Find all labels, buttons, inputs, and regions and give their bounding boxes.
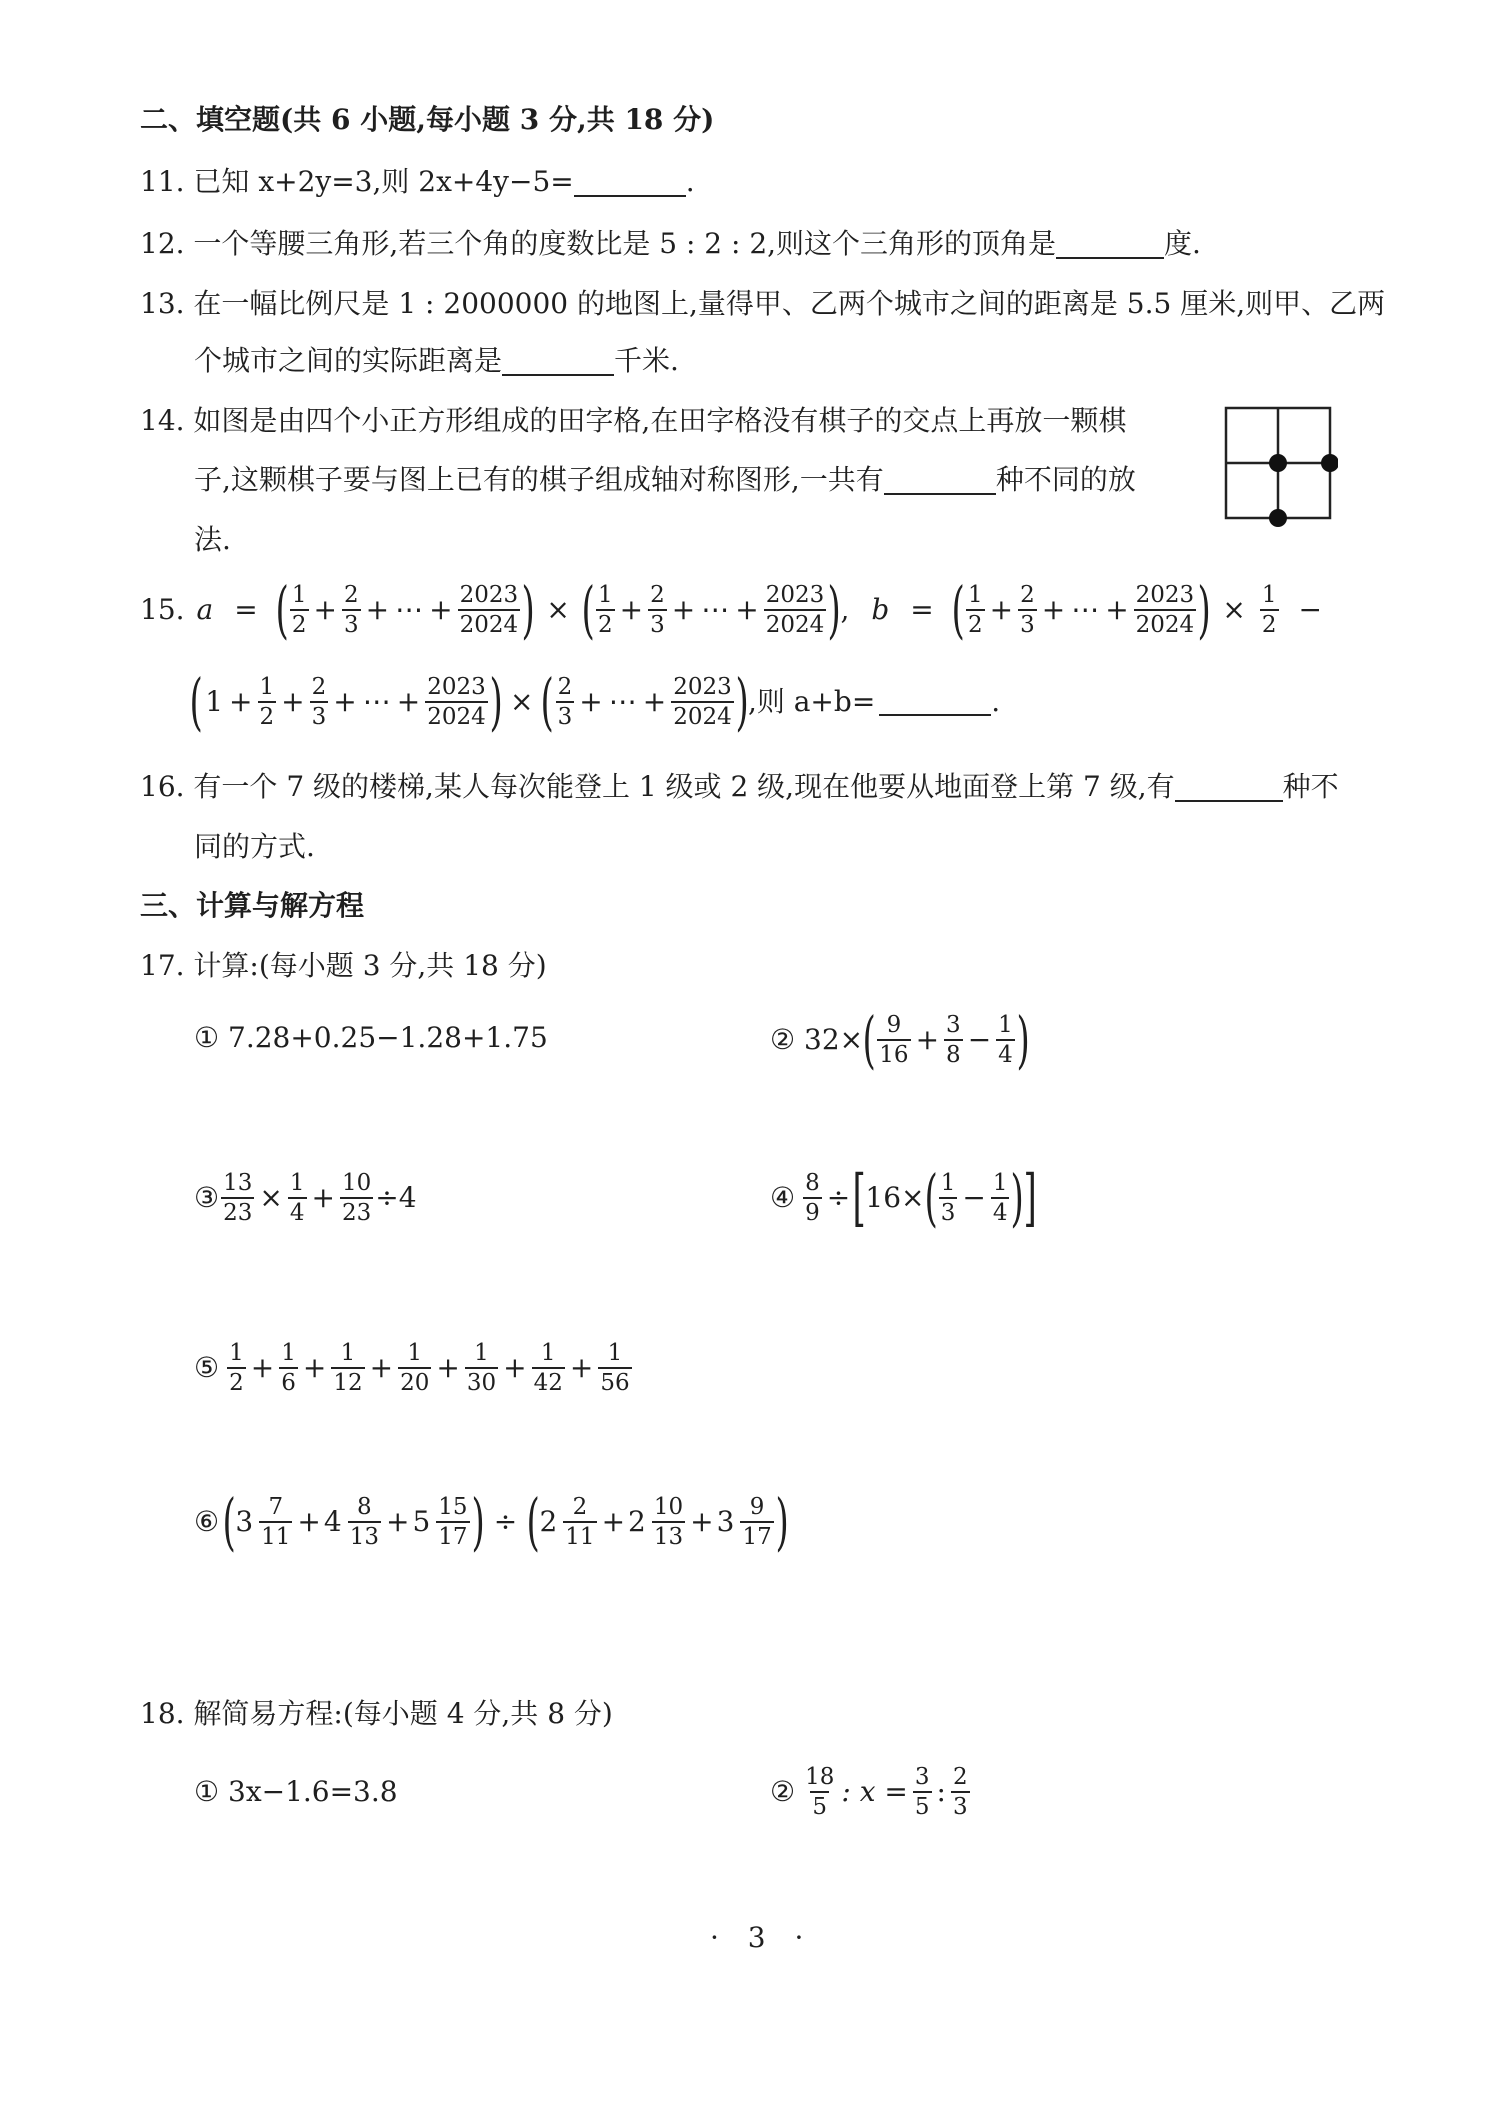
q17-problem-3 (194, 1160, 417, 1236)
q15-paren-close-4: ) (489, 665, 503, 738)
fraction: $\frac{2}{11}$ (565, 1493, 595, 1550)
fraction: $\frac{9}{17}$ (742, 1493, 772, 1550)
q16-suffix: 种不 (1282, 770, 1339, 803)
fraction: $\frac{3}{5}$ (914, 1763, 930, 1820)
q15-frac-2-3: $\frac{2}{3}$ (650, 581, 665, 638)
q14-answer-blank (884, 467, 996, 495)
fraction: $\frac{1}{30}$ (466, 1339, 497, 1396)
fraction: $\frac{1}{6}$ (281, 1339, 296, 1396)
ratio-colon: : (936, 1775, 946, 1808)
chess-piece-bottom (1269, 509, 1287, 527)
q17-problem-4 (770, 1160, 1036, 1236)
divide-sign: ÷ (826, 1181, 851, 1214)
q15-comma: , (840, 593, 850, 626)
q15-frac-1-2: $\frac{1}{2}$ (259, 673, 275, 730)
plus-sign: + (601, 1505, 626, 1538)
q15-eq-a: = (234, 593, 258, 626)
q15-plus: + (365, 593, 390, 626)
q15-dots: ⋯ (701, 593, 730, 626)
q12-suffix: 度. (1164, 227, 1201, 260)
question-15-line2 (190, 664, 1000, 740)
q15-plus: + (671, 593, 696, 626)
fraction: $\frac{8}{13}$ (349, 1493, 379, 1550)
q15-frac-2023-2024: $\frac{2023}{2024}$ (673, 673, 732, 730)
q16-answer-blank (1175, 774, 1283, 802)
mixed-whole: 5 (412, 1505, 431, 1538)
plus-sign: + (302, 1351, 327, 1384)
q17-p4-label: ④ (770, 1181, 796, 1214)
q15-times: × (546, 593, 570, 626)
q15-paren-close-1: ) (521, 573, 535, 646)
q13-answer-blank (502, 348, 614, 376)
q15-end: . (991, 685, 1001, 718)
q17-problem-5 (194, 1330, 634, 1406)
times-sign: × (259, 1181, 283, 1214)
q15-tail-text: ,则 a+b= (747, 685, 876, 718)
plus-sign: + (311, 1181, 335, 1214)
question-14-line3: 法. (194, 523, 231, 556)
q15-frac-2-3: $\frac{2}{3}$ (1020, 581, 1035, 638)
plus-sign: + (250, 1351, 275, 1384)
q15-plus: + (619, 593, 644, 626)
q15-frac-1-2: $\frac{1}{2}$ (967, 581, 983, 638)
fraction: $\frac{1}{56}$ (600, 1339, 630, 1396)
minus-sign: − (962, 1181, 986, 1214)
fraction: $\frac{1}{4}$ (992, 1169, 1008, 1226)
q15-paren-close-3: ) (1197, 573, 1211, 646)
q12-text: 12. 一个等腰三角形,若三个角的度数比是 5 : 2 : 2,则这个三角形的顶角是 (140, 227, 1057, 260)
q15-dots: ⋯ (1071, 593, 1100, 626)
fraction: $\frac{7}{11}$ (261, 1493, 291, 1550)
q15-dots: ⋯ (395, 593, 424, 626)
q15-plus: + (396, 685, 421, 718)
q15-paren-open-5: ( (540, 665, 555, 738)
fraction: $\frac{8}{9}$ (805, 1169, 820, 1226)
fraction: $\frac{1}{42}$ (533, 1339, 563, 1396)
q15-plus: + (735, 593, 759, 626)
q15-dots: ⋯ (608, 685, 637, 718)
fraction: $\frac{15}{17}$ (438, 1493, 468, 1550)
q14-line2-text: 子,这颗棋子要与图上已有的棋子组成轴对称图形,一共有 (194, 463, 884, 496)
page-number: · 3 · (710, 1921, 814, 1954)
question-18-title: 18. 解简易方程:(每小题 4 分,共 8 分) (140, 1697, 613, 1730)
q15-plus: + (989, 593, 1014, 626)
question-14-line2 (194, 463, 1136, 496)
fraction: $\frac{1}{2}$ (229, 1339, 244, 1396)
q15-frac-2023-2024: $\frac{2023}{2024}$ (1135, 581, 1195, 638)
q15-frac-2-3: $\frac{2}{3}$ (311, 673, 327, 730)
q18-p2-label: ② (770, 1775, 796, 1808)
mixed-whole: 2 (539, 1505, 558, 1538)
q15-paren-open-4: ( (189, 665, 203, 738)
q11-suffix: . (685, 165, 695, 198)
q15-answer-blank (879, 688, 991, 716)
fraction: $\frac{1}{4}$ (289, 1169, 305, 1226)
q15-frac-1-2: $\frac{1}{2}$ (1261, 581, 1277, 638)
q15-plus: + (429, 593, 453, 626)
fraction: $\frac{10}{23}$ (341, 1169, 372, 1226)
q15-plus: + (1041, 593, 1066, 626)
question-13-line2 (194, 344, 679, 377)
q15-frac-2023-2024: $\frac{2023}{2024}$ (427, 673, 486, 730)
q15-paren-close-2: ) (827, 573, 842, 646)
q12-answer-blank (1056, 231, 1164, 259)
q15-paren-open-3: ( (951, 573, 965, 646)
q15-frac-2023-2024: $\frac{2023}{2024}$ (459, 581, 519, 638)
chess-piece-right (1321, 454, 1338, 472)
q18-problem-2 (770, 1754, 972, 1830)
question-17-title: 17. 计算:(每小题 3 分,共 18 分) (140, 949, 547, 982)
q15-plus: + (281, 685, 305, 718)
q14-suffix: 种不同的放 (995, 463, 1136, 496)
mixed-whole: 3 (235, 1505, 254, 1538)
plus-sign: + (690, 1505, 714, 1538)
q15-plus: + (1105, 593, 1129, 626)
fraction: $\frac{18}{5}$ (805, 1763, 835, 1820)
question-13-line1: 13. 在一幅比例尺是 1 : 2000000 的地图上,量得甲、乙两个城市之间的距离是 5.5 厘米,则甲、乙两 (140, 287, 1386, 320)
q15-var-b: b (871, 593, 890, 626)
q15-frac-2-3: $\frac{2}{3}$ (557, 673, 573, 730)
fraction: $\frac{1}{20}$ (400, 1339, 430, 1396)
fraction: $\frac{2}{3}$ (952, 1763, 968, 1820)
plus-sign: + (386, 1505, 410, 1538)
q13-line2-text: 个城市之间的实际距离是 (194, 344, 503, 377)
fraction: $\frac{3}{8}$ (946, 1011, 961, 1068)
q11-answer-blank (574, 169, 686, 197)
q15-times: × (509, 685, 534, 718)
q18-p2-ratio: : x = (841, 1775, 908, 1808)
question-12 (140, 227, 1201, 260)
q17-p5-label: ⑤ (194, 1351, 220, 1384)
q15-paren-open-1: ( (275, 573, 289, 646)
q15-var-a: a (196, 593, 214, 626)
question-14-line1: 14. 如图是由四个小正方形组成的田字格,在田字格没有棋子的交点上再放一颗棋 (140, 404, 1127, 437)
q15-plus: + (333, 685, 357, 718)
q16-text: 16. 有一个 7 级的楼梯,某人每次能登上 1 级或 2 级,现在他要从地面登上第 7 级,有 (140, 770, 1175, 803)
chess-piece-center (1269, 454, 1287, 472)
bracket-close: ] (1023, 1161, 1037, 1234)
q15-times: × (1222, 593, 1246, 626)
paren-close: ) (471, 1485, 485, 1558)
paren-close: ) (1010, 1161, 1025, 1234)
plus-sign: + (297, 1505, 321, 1538)
q15-plus: + (579, 685, 603, 718)
plus-sign: + (436, 1351, 460, 1384)
plus-sign: + (569, 1351, 594, 1384)
plus-sign: + (915, 1023, 940, 1056)
q15-plus: + (229, 685, 253, 718)
q17-p3-label: ③ (194, 1181, 220, 1214)
question-11 (140, 165, 695, 198)
question-16-line1 (140, 770, 1339, 803)
paren-close: ) (1016, 1003, 1030, 1076)
question-15-line1 (140, 572, 1325, 648)
paren-close: ) (775, 1485, 789, 1558)
tian-grid-figure (1218, 400, 1338, 530)
q15-plus: + (642, 685, 667, 718)
fraction: $\frac{9}{16}$ (879, 1011, 909, 1068)
q17-problem-6 (194, 1484, 788, 1560)
mixed-whole: 2 (628, 1505, 646, 1538)
section-2-title: 二、填空题(共 6 小题,每小题 3 分,共 18 分) (140, 103, 715, 136)
section-3-title: 三、计算与解方程 (140, 889, 365, 922)
paren-open: ( (526, 1485, 541, 1558)
q11-text: 11. 已知 x+2y=3,则 2x+4y−5= (140, 165, 574, 198)
paren-open: ( (222, 1485, 236, 1558)
q13-suffix: 千米. (614, 344, 679, 377)
q15-one: 1 (205, 685, 224, 718)
q15-plus: + (313, 593, 338, 626)
fraction: $\frac{13}{23}$ (223, 1169, 253, 1226)
plus-sign: + (369, 1351, 394, 1384)
q15-number: 15. (140, 593, 185, 626)
divide-sign: ÷ (493, 1505, 518, 1538)
q17-p2-label: ② 32× (770, 1023, 864, 1056)
paren-open: ( (923, 1161, 938, 1234)
q15-dots: ⋯ (362, 685, 391, 718)
plus-sign: + (503, 1351, 527, 1384)
q15-paren-open-2: ( (581, 573, 595, 646)
q15-frac-2023-2024: $\frac{2023}{2024}$ (765, 581, 825, 638)
q17-p6-label: ⑥ (194, 1505, 220, 1538)
q15-frac-1-2: $\frac{1}{2}$ (598, 581, 613, 638)
mixed-whole: 3 (716, 1505, 735, 1538)
fraction: $\frac{1}{3}$ (940, 1169, 956, 1226)
q15-minus: − (1298, 593, 1322, 626)
q15-frac-2-3: $\frac{2}{3}$ (344, 581, 359, 638)
q17-p3-tail: ÷4 (375, 1181, 417, 1214)
mixed-whole: 4 (323, 1505, 342, 1538)
bracket-open: [ (852, 1161, 866, 1234)
q15-paren-close-5: ) (735, 665, 749, 738)
q15-eq-b: = (910, 593, 934, 626)
q18-problem-1: ① 3x−1.6=3.8 (194, 1775, 398, 1808)
q17-problem-1: ① 7.28+0.25−1.28+1.75 (194, 1021, 548, 1054)
q17-p4-inner: 16× (865, 1181, 925, 1214)
question-16-line2: 同的方式. (194, 830, 315, 863)
paren-open: ( (862, 1003, 876, 1076)
minus-sign: − (967, 1023, 992, 1056)
q15-frac-1-2: $\frac{1}{2}$ (291, 581, 307, 638)
fraction: $\frac{1}{4}$ (998, 1011, 1013, 1068)
fraction: $\frac{1}{12}$ (333, 1339, 363, 1396)
fraction: $\frac{10}{13}$ (653, 1493, 684, 1550)
q17-problem-2 (770, 1002, 1029, 1078)
